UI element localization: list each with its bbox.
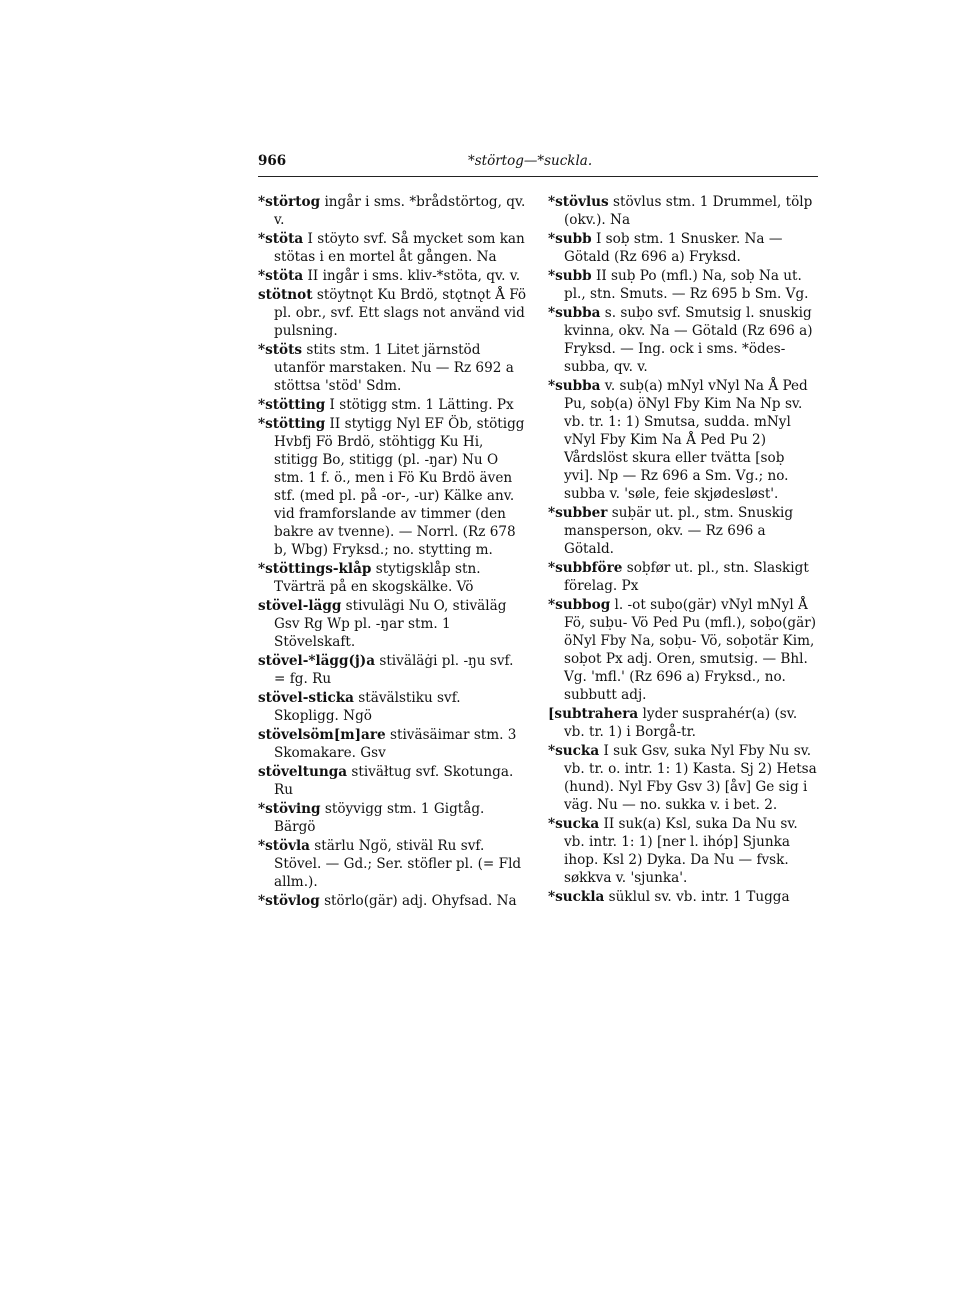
entry-headword: stövel-lägg bbox=[258, 598, 342, 614]
dictionary-entry bbox=[258, 726, 528, 762]
page-number: 966 bbox=[258, 153, 287, 169]
dictionary-entry bbox=[548, 304, 818, 376]
entry-headword: *subb bbox=[548, 268, 592, 284]
dictionary-entry bbox=[548, 230, 818, 266]
entry-headword: stöveltunga bbox=[258, 764, 348, 780]
page-header bbox=[258, 148, 818, 174]
entry-headword: *stötting bbox=[258, 416, 326, 432]
dictionary-entry bbox=[258, 892, 528, 910]
running-head: *störtog—*suckla. bbox=[468, 153, 593, 169]
entry-definition: stytigsklåp stn. Tvärträ på en skogskälke. Vö bbox=[274, 561, 481, 595]
header-rule bbox=[258, 176, 818, 177]
entry-headword: *stövla bbox=[258, 838, 310, 854]
dictionary-entry bbox=[258, 415, 528, 559]
right-column bbox=[548, 193, 818, 907]
entry-definition: II suk(a) Ksl, suka Da Nu sv. vb. intr. 1: 1) [ner l. ihóp] Sjunka ihop. Ksl 2) Dyka. Da Nu — fvsk. søkkva v. 'sjunka'. bbox=[564, 816, 798, 886]
entry-headword: *suckla bbox=[548, 889, 605, 905]
dictionary-entry bbox=[258, 560, 528, 596]
entry-definition: stivulägi Nu O, stiväläg Gsv Rg Wp pl. -ŋar stm. 1 Stövelskaft. bbox=[274, 598, 507, 650]
dictionary-entry bbox=[258, 652, 528, 688]
dictionary-entry bbox=[258, 193, 528, 229]
entry-definition: störlo(gär) adj. Ohyfsad. Na bbox=[319, 893, 517, 909]
entry-definition: stiväläġi pl. -ŋu svf. = fg. Ru bbox=[274, 653, 514, 687]
entry-definition: süklul sv. vb. intr. 1 Tugga bbox=[604, 889, 790, 905]
entry-headword: *stöta bbox=[258, 231, 304, 247]
entry-headword: *subber bbox=[548, 505, 608, 521]
dictionary-entry bbox=[548, 705, 818, 741]
entry-headword: *stötting bbox=[258, 397, 326, 413]
dictionary-entry bbox=[548, 559, 818, 595]
entry-definition: I suk Gsv, suka Nyl Fby Nu sv. vb. tr. o. intr. 1: 1) Kasta. Sj 2) Hetsa (hund). Nyl Fby Gsv 3) [åv] Ge sig i väg. Nu — no. sukka v. i bet. 2. bbox=[564, 743, 817, 813]
dictionary-entry bbox=[548, 267, 818, 303]
entry-definition: stärlu Ngö, stiväl Ru svf. Stövel. — Gd.; Ser. stöfler pl. (= Fld allm.). bbox=[274, 838, 522, 890]
dictionary-entry bbox=[258, 763, 528, 799]
entry-headword: *stöving bbox=[258, 801, 321, 817]
dictionary-entry bbox=[258, 286, 528, 340]
entry-definition: stiväłtug svf. Skotunga. Ru bbox=[274, 764, 514, 798]
entry-definition: II stytigg Nyl EF Öb, stötigg Hvbfj Fö Brdö, stöhtigg Ku Hi, stitigg Bo, stitigg (pl. -ŋar) Nu O stm. 1 f. ö., men i Fö Ku Brdö även stf. (med pl. på -or-, -ur) Kälke anv. vid framforslande av timmer (den bakre av tvenne). — Norrl. (Rz 678 b, Wbg) Fryksd.; no. stytting m. bbox=[274, 416, 525, 558]
entry-headword: *stöts bbox=[258, 342, 303, 358]
entry-headword: *sucka bbox=[548, 816, 600, 832]
entry-definition: stövlus stm. 1 Drummel, tölp (okv.). Na bbox=[564, 194, 813, 228]
entry-headword: [subtrahera bbox=[548, 706, 639, 722]
entry-definition: stits stm. 1 Litet järnstöd utanför marstaken. Nu — Rz 692 a stöttsa 'stöd' Sdm. bbox=[274, 342, 514, 394]
entry-headword: *störtog bbox=[258, 194, 321, 210]
entry-headword: *subbföre bbox=[548, 560, 623, 576]
entry-headword: stövel-*lägg(j)a bbox=[258, 653, 376, 669]
entry-definition: stöytnǫt Ku Brdö, stǫtnǫt Å Fö pl. obr., svf. Ett slags not använd vid pulsning. bbox=[274, 287, 527, 339]
entry-definition: lyder susprahér(a) (sv. vb. tr. 1) i Borgå-tr. bbox=[564, 706, 798, 740]
dictionary-entry bbox=[548, 888, 818, 906]
entry-definition: I stöyto svf. Så mycket som kan stötas i en mortel åt gången. Na bbox=[274, 231, 525, 265]
entry-headword: *sucka bbox=[548, 743, 600, 759]
entry-definition: soḅfør ut. pl., stn. Slaskigt förelag. Px bbox=[564, 560, 809, 594]
dictionary-entry bbox=[258, 396, 528, 414]
left-column bbox=[258, 193, 528, 911]
dictionary-entry bbox=[258, 341, 528, 395]
entry-definition: II suḅ Po (mfl.) Na, soḅ Na ut. pl., stn. Smuts. — Rz 695 b Sm. Vg. bbox=[564, 268, 809, 302]
entry-headword: stövel-sticka bbox=[258, 690, 354, 706]
entry-definition: stöyvigg stm. 1 Gigtåg. Bärgö bbox=[274, 801, 485, 835]
entry-definition: v. suḅ(a) mNyl vNyl Na Å Ped Pu, soḅ(a) öNyl Fby Kim Na Np sv. vb. tr. 1: 1) Smutsa, sudda. mNyl vNyl Fby Kim Na Å Ped Pu 2) Vårdslöst skura eller tvätta [soḅ yvi]. Np — Rz 696 a Sm. Vg.; no. subba v. 'søle, feie skjødesløst'. bbox=[564, 378, 808, 502]
entry-headword: stötnot bbox=[258, 287, 313, 303]
entry-headword: *stöttings-klåp bbox=[258, 561, 372, 577]
entry-definition: I soḅ stm. 1 Snusker. Na — Götald (Rz 696 a) Fryksd. bbox=[564, 231, 783, 265]
entry-definition: I stötigg stm. 1 Lätting. Px bbox=[325, 397, 514, 413]
dictionary-entry bbox=[548, 742, 818, 814]
entry-definition: l. -ot suḅo(gär) vNyl mNyl Å Fö, suḅu- Vö Ped Pu (mfl.), soḅo(gär) öNyl Fby Na, soḅu- Vö, soḅotär Kim, soḅot Px adj. Oren, smutsig. — Bhl. Vg. 'mfl.' (Rz 696 a) Fryksd., no. subbutt adj. bbox=[564, 597, 817, 703]
dictionary-entry bbox=[258, 689, 528, 725]
entry-definition: II ingår i sms. kliv-*stöta, qv. v. bbox=[303, 268, 521, 284]
entry-headword: *subba bbox=[548, 378, 601, 394]
dictionary-entry bbox=[258, 800, 528, 836]
entry-definition: s. suḅo svf. Smutsig l. snuskig kvinna, okv. Na — Götald (Rz 696 a) Fryksd. — Ing. ock i sms. *ödes-subba, qv. v. bbox=[564, 305, 813, 375]
entry-headword: *stöta bbox=[258, 268, 304, 284]
dictionary-entry bbox=[548, 504, 818, 558]
dictionary-entry bbox=[548, 815, 818, 887]
dictionary-entry bbox=[548, 193, 818, 229]
dictionary-entry bbox=[258, 597, 528, 651]
entry-definition: stiväsäimar stm. 3 Skomakare. Gsv bbox=[274, 727, 517, 761]
entry-headword: stövelsöm[m]are bbox=[258, 727, 386, 743]
dictionary-entry bbox=[258, 267, 528, 285]
entry-headword: *stövlus bbox=[548, 194, 609, 210]
dictionary-entry bbox=[258, 230, 528, 266]
entry-definition: ingår i sms. *brådstörtog, qv. v. bbox=[274, 194, 526, 228]
dictionary-entry bbox=[258, 837, 528, 891]
entry-headword: *subb bbox=[548, 231, 592, 247]
entry-headword: *subba bbox=[548, 305, 601, 321]
entry-definition: stävälstiku svf. Skopligg. Ngö bbox=[274, 690, 461, 724]
entry-definition: suḅär ut. pl., stm. Snuskig mansperson, okv. — Rz 696 a Götald. bbox=[564, 505, 794, 557]
entry-headword: *stövlog bbox=[258, 893, 320, 909]
dictionary-entry bbox=[548, 377, 818, 503]
dictionary-entry bbox=[548, 596, 818, 704]
entry-headword: *subbog bbox=[548, 597, 611, 613]
